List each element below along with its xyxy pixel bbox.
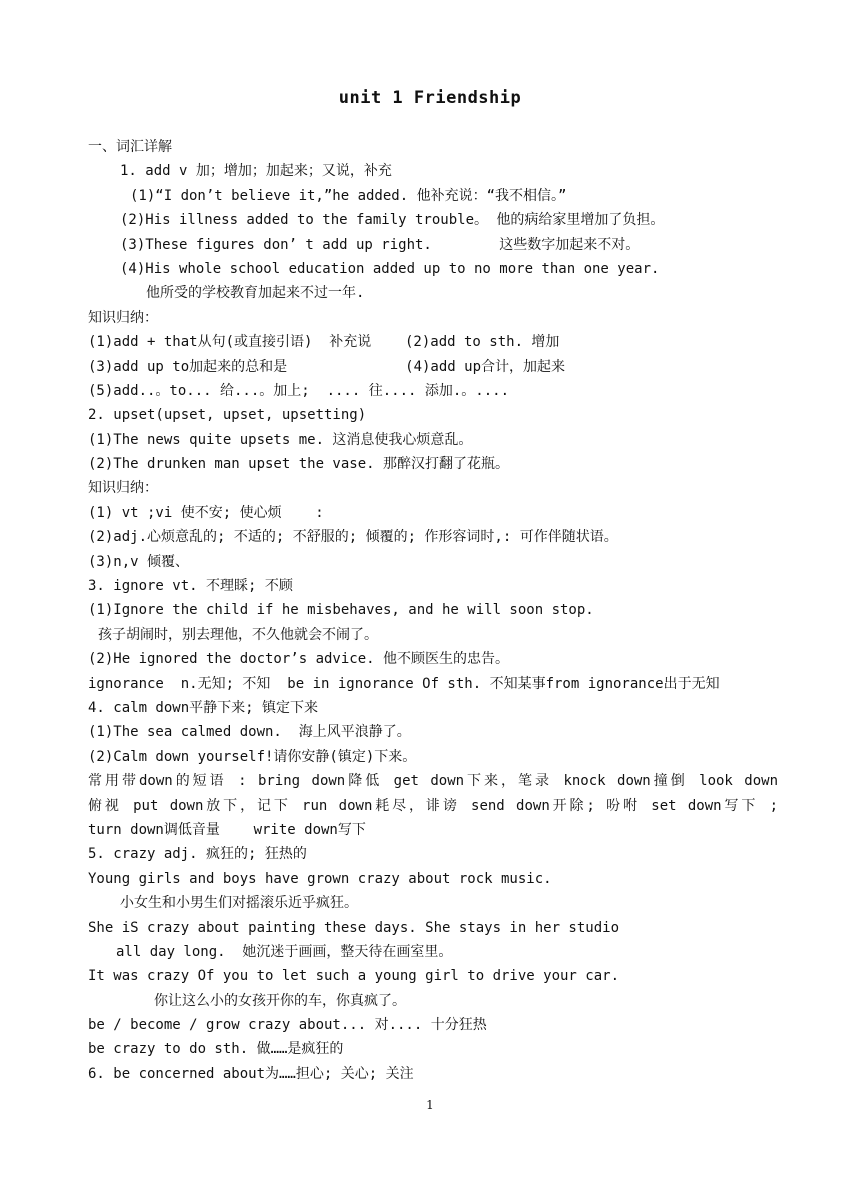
summary-item: (1)add + that从句(或直接引语) 补充说 (2)add to sth. 增加 xyxy=(88,334,560,351)
phrase-list: 俯视 put down放下，记下 run down耗尽，诽谤 send down开除; 吩咐 set down写下 ; xyxy=(88,797,778,814)
knowledge-summary-heading: 知识归纳： xyxy=(88,480,158,497)
example-translation: 他所受的学校教育加起来不过一年. xyxy=(146,285,365,302)
summary-item: (5)add..。to... 给...。加上; .... 往.... 添加.。.... xyxy=(88,382,510,399)
example-translation: 小女生和小男生们对摇滚乐近乎疯狂。 xyxy=(120,895,358,912)
phrase-note: be crazy to do sth. 做……是疯狂的 xyxy=(88,1041,344,1058)
example-sentence: She iS crazy about painting these days. She stays in her studio xyxy=(88,919,620,936)
example-sentence: (1)Ignore the child if he misbehaves, and he will soon stop. xyxy=(88,602,594,619)
example-sentence: (2)He ignored the doctor’s advice. 他不顾医生的忠告。 xyxy=(88,651,510,668)
knowledge-summary-heading: 知识归纳： xyxy=(88,309,158,326)
phrase-list: 常用带down的短语 : bring down降低 get down下来，笔录 knock down撞倒 look down xyxy=(88,773,778,790)
page-number: 1 xyxy=(426,1098,434,1112)
summary-item: (1) vt ;vi 使不安; 使心烦 : xyxy=(88,504,324,521)
example-sentence: (1)The sea calmed down. 海上风平浪静了。 xyxy=(88,724,411,741)
vocabulary-note: ignorance n.无知; 不知 be in ignorance Of sth. 不知某事from ignorance出于无知 xyxy=(88,675,720,692)
summary-item: (2)adj.心烦意乱的; 不适的; 不舒服的; 倾覆的; 作形容词时,: 可作伴随状语。 xyxy=(88,529,618,546)
phrase-list: turn down调低音量 write down写下 xyxy=(88,821,366,838)
example-translation: 你让这么小的女孩开你的车，你真疯了。 xyxy=(154,992,406,1009)
entry-heading-be-concerned-about: 6. be concerned about为……担心; 关心; 关注 xyxy=(88,1065,414,1082)
entry-heading-calm-down: 4. calm down平静下来; 镇定下来 xyxy=(88,699,319,716)
example-sentence: (2)His illness added to the family trouble。 他的病给家里增加了负担。 xyxy=(120,212,665,229)
example-sentence: (1)“I don’t believe it,”he added. 他补充说：“我不相信。” xyxy=(130,187,567,204)
entry-heading-upset: 2. upset(upset, upset, upsetting) xyxy=(88,407,367,424)
entry-heading-add: 1. add v 加；增加；加起来；又说，补充 xyxy=(120,163,392,180)
example-sentence: (4)His whole school education added up to no more than one year. xyxy=(120,260,660,277)
example-sentence: (3)These figures don’ t add up right. 这些数字加起来不对。 xyxy=(120,236,640,253)
example-sentence: (2)Calm down yourself!请你安静(镇定)下来。 xyxy=(88,748,417,765)
entry-heading-crazy: 5. crazy adj. 疯狂的; 狂热的 xyxy=(88,846,307,863)
document-title: unit 1 Friendship xyxy=(338,88,522,108)
example-sentence: (2)The drunken man upset the vase. 那醉汉打翻了花瓶。 xyxy=(88,456,510,473)
summary-item: (3)n,v 倾覆、 xyxy=(88,553,190,570)
phrase-note: be / become / grow crazy about... 对.... 十分狂热 xyxy=(88,1017,487,1034)
example-sentence: (1)The news quite upsets me. 这消息使我心烦意乱。 xyxy=(88,431,473,448)
example-sentence-continued: all day long. 她沉迷于画画，整天待在画室里。 xyxy=(116,943,453,960)
example-sentence: Young girls and boys have grown crazy about rock music. xyxy=(88,870,552,887)
example-sentence: It was crazy Of you to let such a young girl to drive your car. xyxy=(88,968,620,985)
example-translation: 孩子胡闹时，别去理他，不久他就会不闹了。 xyxy=(98,626,378,643)
section-heading-vocabulary: 一、词汇详解 xyxy=(88,139,172,155)
document-body xyxy=(88,135,778,1086)
entry-heading-ignore: 3. ignore vt. 不理睬; 不顾 xyxy=(88,578,293,595)
summary-item: (3)add up to加起来的总和是 (4)add up合计，加起来 xyxy=(88,358,566,375)
